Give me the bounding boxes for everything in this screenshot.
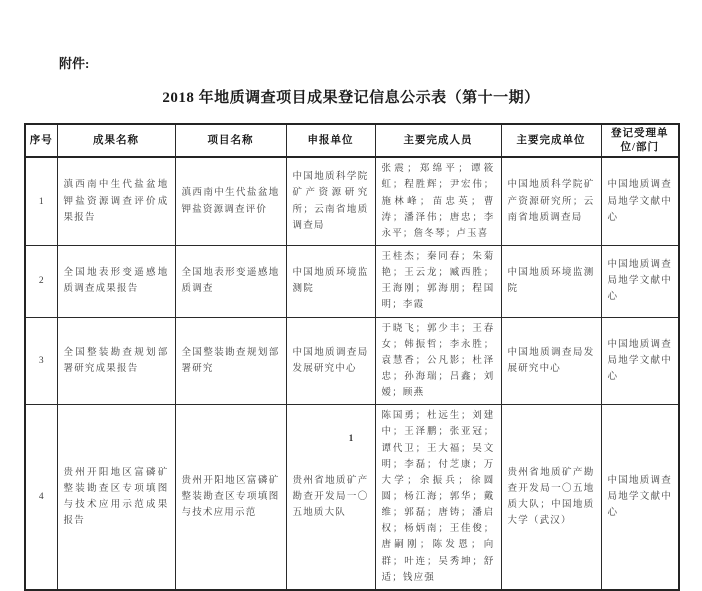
completing-units-cell: 中国地质调查局发展研究中心 (501, 317, 601, 405)
project-name-cell: 全国地表形变遥感地质调查 (175, 245, 286, 317)
applicant-cell: 中国地质科学院矿产资源研究所；云南省地质调查局 (286, 157, 375, 245)
serial-cell: 1 (25, 157, 57, 245)
header-project-name: 项目名称 (175, 124, 286, 157)
table-row (25, 157, 679, 245)
registration-cell: 中国地质调查局地学文献中心 (601, 317, 679, 405)
results-table (24, 123, 680, 591)
registration-cell: 中国地质调查局地学文献中心 (601, 157, 679, 245)
project-name-cell: 滇西南中生代盐盆地钾盐资源调查评价 (175, 157, 286, 245)
completing-units-cell: 贵州省地质矿产勘查开发局一〇五地质大队；中国地质大学（武汉） (501, 405, 601, 590)
header-serial: 序号 (25, 124, 57, 157)
result-name-cell: 全国地表形变遥感地质调查成果报告 (57, 245, 175, 317)
table-header-row (25, 124, 679, 157)
result-name-cell: 贵州开阳地区富磷矿整装勘查区专项填图与技术应用示范成果报告 (57, 405, 175, 590)
header-applicant: 申报单位 (286, 124, 375, 157)
serial-cell: 3 (25, 317, 57, 405)
header-result-name: 成果名称 (57, 124, 175, 157)
header-completing-units: 主要完成单位 (501, 124, 601, 157)
table-row (25, 245, 679, 317)
applicant-cell: 中国地质环境监测院 (286, 245, 375, 317)
registration-cell: 中国地质调查局地学文献中心 (601, 405, 679, 590)
attachment-label: 附件: (59, 56, 90, 71)
result-name-cell: 全国整装勘查规划部署研究成果报告 (57, 317, 175, 405)
header-registration-unit: 登记受理单位/部门 (601, 124, 679, 157)
serial-cell: 4 (25, 405, 57, 590)
contributors-cell: 陈国勇；杜远生；刘建中；王泽鹏；张亚冠；谭代卫；王大福；吴文明；李磊；付芝康；万大学；余振兵；徐圆圆；杨江海；郭华；戴维；郭磊；唐铸；潘启权；杨炳南；王佳俊；唐嗣刚；陈发恩；向群；叶连；吴秀坤；舒适；钱应强 (375, 405, 501, 590)
project-name-cell: 贵州开阳地区富磷矿整装勘查区专项填图与技术应用示范 (175, 405, 286, 590)
completing-units-cell: 中国地质科学院矿产资源研究所；云南省地质调查局 (501, 157, 601, 245)
contributors-cell: 王桂杰；秦同春；朱菊艳；王云龙；臧西胜；王海刚；郭海朋；程国明；李霞 (375, 245, 501, 317)
registration-cell: 中国地质调查局地学文献中心 (601, 245, 679, 317)
serial-cell: 2 (25, 245, 57, 317)
page-title: 2018 年地质调查项目成果登记信息公示表（第十一期） (162, 90, 540, 106)
contributors-cell: 张震；郑绵平；谭筱虹；程胜辉；尹宏伟；施林峰；苗忠英；曹涛；潘泽伟；唐忠；李永平；詹冬琴；卢玉喜 (375, 157, 501, 245)
page-number: 1 (348, 433, 354, 443)
project-name-cell: 全国整装勘查规划部署研究 (175, 317, 286, 405)
applicant-cell: 中国地质调查局发展研究中心 (286, 317, 375, 405)
contributors-cell: 于晓飞；郭少丰；王春女；韩振哲；李永胜；袁慧香；公凡影；杜泽忠；孙海瑞；吕鑫；刘嫒；顾燕 (375, 317, 501, 405)
completing-units-cell: 中国地质环境监测院 (501, 245, 601, 317)
result-name-cell: 滇西南中生代盐盆地钾盐资源调查评价成果报告 (57, 157, 175, 245)
applicant-cell: 贵州省地质矿产勘查开发局一〇五地质大队 (286, 405, 375, 590)
header-contributors: 主要完成人员 (375, 124, 501, 157)
table-row (25, 317, 679, 405)
